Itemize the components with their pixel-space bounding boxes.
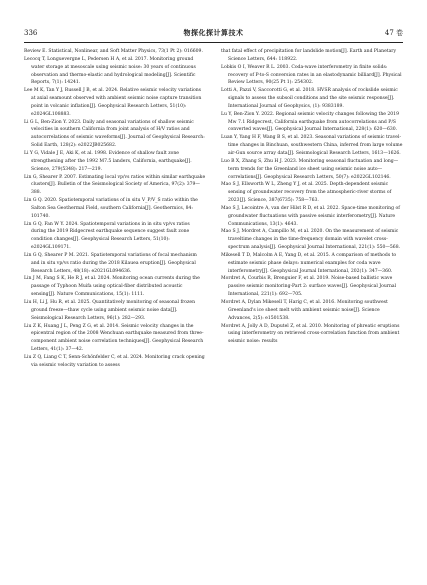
reference-entry: Lee M K, Tan Y J, Russell J B, et al. 2024. Relative seismic velocity variations at axial seamount observed with ambient seismic noise capture transition point in volcanic inflation[J]. Geophysical Research Letters, 51(10): e2024GL108883. [24,88,202,117]
reference-entry: Lu Y, Ben-Zion Y. 2022. Regional seismic velocity changes following the 2019 Mw 7.1 Ridgecrest, California earthquake from autocorrelations and P/S converted waves[J]. Geophysical Journal International, 228(1): 620—630. [221,111,399,133]
journal-title: 物探化探计算技术 [183,28,244,37]
reference-column-left [24,48,206,370]
reference-entry: Mao S J, Lecointre A, van der Hilst R D, et al. 2022. Space-time monitoring of groundwater fluctuations with passive seismic interferometry[J]. Nature Communications, 13(1): 4643. [221,205,400,227]
volume-label: 47 卷 [384,29,403,37]
reference-column-right [221,48,403,346]
reference-entry: Lecocq T, Longuevergne L, Pedersen H A, et al. 2017. Monitoring ground water storage at mesoscale using seismic noise: 30 years of continuous observation and thermo-elastic and hydrological modeling[J]. Scientific Reports, 7(1): 14241. [24,56,196,86]
header-rule [24,42,403,43]
reference-entry: Li G L, Ben-Zion Y. 2023. Daily and seasonal variations of shallow seismic velocities in southern California from joint analysis of H/V ratios and autocorrelations of seismic waveforms[J]. Journal of Geophysical Research: Solid Earth, 128(2): e2022JB025682. [24,119,205,149]
reference-entry: Luo B X, Zhang S, Zhu H J. 2023. Monitoring seasonal fluctuation and long—term trends for the Greenland ice sheet using seismic noise auto—correlations[J]. Geophysical Research Letters, 50(7): e2022GL102146. [221,158,399,180]
reference-entry: Liu Z Q, Liang C T, Senn-Schönfelder C, et al. 2024. Monitoring crack opening via seismic velocity variation to assess [24,354,205,368]
reference-entry: Liu Z K, Huang J L, Peng Z G, et al. 2014. Seismic velocity changes in the epicentral region of the 2008 Wenchuan earthquake measured from three-component ambient noise correlation techniques[J]. Geophysical Research Letters, 41(1): 37—42. [24,323,204,353]
reference-entry: Liu H, Li J, Hu R, et al. 2025. Quantitatively monitoring of seasonal frozen ground freeze—thaw cycle using ambient seismic noise data[J]. Seismological Research Letters, 96(1): 282—293. [24,300,196,321]
reference-entry: Lotti A, Pazzi V, Saccorotti G, et al. 2018. HVSR analysis of rockslide seismic signals to assess the subsoil conditions and the site seismic response[J]. International Journal of Geophysics, (1): 9383189. [221,88,398,109]
page-number: 336 [24,29,38,37]
reference-entry: Li Y G, Vidale J E, Aki K, et al. 1998. Evidence of shallow fault zone strengthening after the 1992 M7.5 landers, California, earthquake[J]. Science, 279(5348): 217—219. [24,150,192,172]
reference-entry: Lin G Q, Fan W Y. 2024. Spatiotemporal variations in in situ vp/vs ratios during the 2019 Ridgecrest earthquake sequence suggest fault zone condition changes[J]. Geophysical Research Letters, 51(10): e2024GL109171. [24,221,190,251]
running-header [24,26,403,40]
reference-entry: Mordret A, Jolly A D, Duputel Z, et al. 2010. Monitoring of phreatic eruptions using interferometry on retrieved cross-correlation function from ambient seismic noise: results [221,323,400,345]
reference-entry: Mao S J, Ellsworth W L, Zheng Y J, et al. 2025. Depth-dependent seismic sensing of groundwater recovery from the atmospheric-river storms of 2023[J]. Science, 387(6735): 758—763. [221,182,392,204]
reference-entry: Lin G, Shearer P. 2007. Estimating local vp/vs ratios within similar earthquake clusters[J]. Bulletin of the Seismological Society of America, 97(2): 379—388. [24,174,206,196]
reference-entry: Mordret A, Courbis R, Brenguier F, et al. 2019. Noise-based ballistic wave passive seismic monitoring-Part 2: surface waves[J]. Geophysical Journal International, 221(1): 692—705. [221,276,397,298]
reference-entry: Review E. Statistical, Nonlinear, and Soft Matter Physics, 73(1 Pt 2): 016609. [24,49,203,54]
reference-entry: Lin G Q. 2020. Spatiotemporal variations of in situ V_P/V_S ratio within the Salton Sea Geothermal Field, southern California[J]. Geothermics, 84: 101740. [24,198,198,219]
reference-entry: Lobkis O I, Weaver R L. 2003. Coda-wave interferometry in finite solids: recovery of P-to-S conversion rates in an elastodynamic billiard[J]. Physical Review Letters, 90(25 Pt 1): 254302. [221,64,402,86]
reference-entry: Mikesell T D, Malcolm A E, Yang D, et al. 2015. A comparison of methods to estimate seismic phase delays: numerical examples for coda wave interferometry[J]. Geophysical Journal International, 202(1): 347—360. [221,252,397,274]
reference-entry: Luan Y, Yang H F, Wang B S, et al. 2023. Seasonal variations of seismic travel-time changes in Binchuan, southwestern China, inferred from large volume air-Gun source array data[J]. Seismological Research Letters, 1613—1626. [221,135,403,156]
reference-entry: that fatal effect of precipitation for landslide motion[J]. Earth and Planetary Science Letters, 644: 118922. [221,49,397,62]
reference-entry: Mao S J, Mordret A, Campillo M, et al. 2020. On the measurement of seismic traveltime changes in the time-frequency domain with wavelet cross-spectrum analysis[J]. Geophysical Journal International, 221(1): 550—568. [221,229,401,251]
reference-entry: Mordret A, Dylan Mikesell T, Harig C, et al. 2016. Monitoring southwest Greenland's ice sheet melt with ambient seismic noise[J]. Science Advances, 2(5): e1501538. [221,300,388,321]
reference-entry: Lin J M, Fang S K, He R J, et al. 2024. Monitoring ocean currents during the passage of Typhoon Muifa using optical-fiber distributed acoustic sensing[J]. Nature Communications, 15(1): 1111. [24,276,200,298]
reference-entry: Lin G Q, Shearer P M. 2021. Spatiotemporal variations of focal mechanism and in situ vp/vs ratio during the 2018 Kilauea eruption[J]. Geophysical Research Letters, 48(18): e2021GL094636. [24,252,197,274]
